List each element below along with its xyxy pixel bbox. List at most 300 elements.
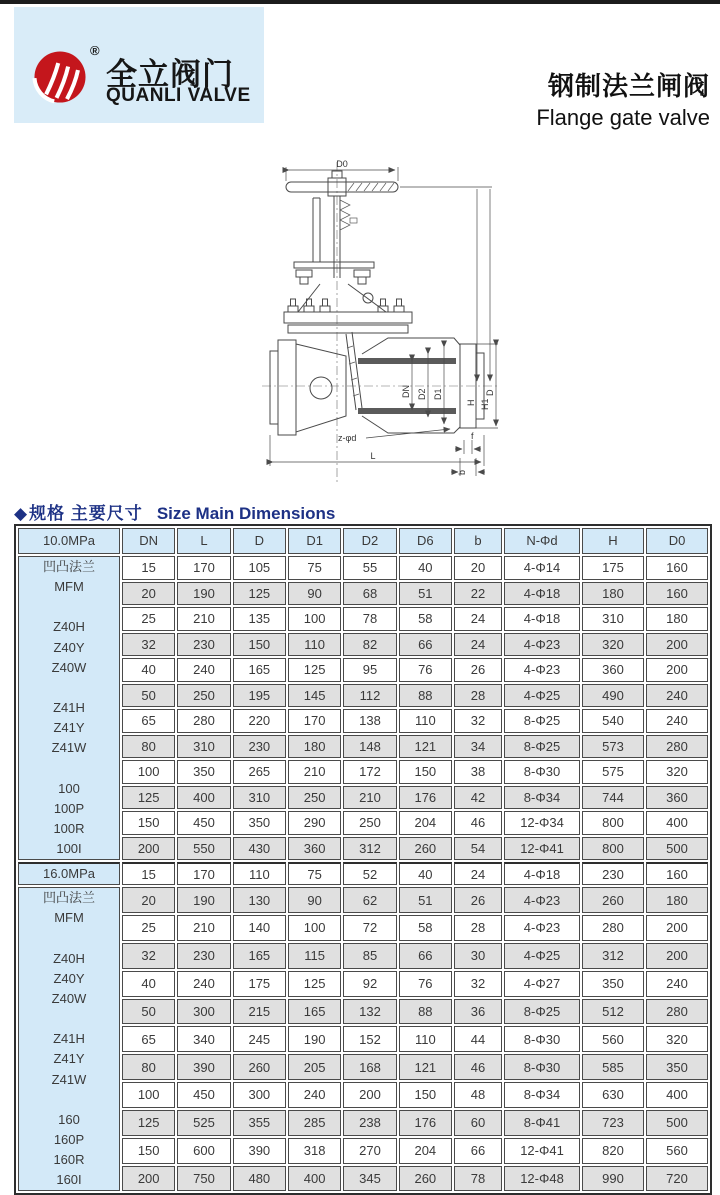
dim-cell: 22 [454,582,502,606]
dim-cell: 200 [122,837,175,861]
dim-cell: 240 [288,1082,341,1108]
table-header-row [18,528,708,554]
dim-cell: 125 [122,1110,175,1136]
dim-cell: 75 [288,862,341,885]
dim-cell: 285 [288,1110,341,1136]
dim-cell: 240 [177,971,230,997]
dim-cell: 12-Φ34 [504,811,580,835]
table-row [18,887,708,913]
dim-cell: 240 [646,684,708,708]
dim-cell: 105 [233,556,286,580]
dim-cell: 12-Φ48 [504,1166,580,1192]
column-header: b [454,528,502,554]
dim-cell: 12-Φ41 [504,837,580,861]
dim-cell: 204 [399,811,452,835]
dim-cell: 50 [122,999,175,1025]
dim-label-d2: D2 [417,388,427,400]
dim-cell: 138 [343,709,396,733]
dim-cell: 180 [646,887,708,913]
dim-cell: 58 [399,915,452,941]
dim-cell: 480 [233,1166,286,1192]
dim-cell: 125 [288,658,341,682]
diamond-marker-icon: ◆ [14,504,28,523]
dim-cell: 50 [122,684,175,708]
product-title-en: Flange gate valve [536,105,710,130]
column-header: D0 [646,528,708,554]
dim-cell: 4-Φ23 [504,658,580,682]
dim-cell: 290 [288,811,341,835]
column-header: L [177,528,230,554]
column-header: D [233,528,286,554]
dim-cell: 300 [177,999,230,1025]
dim-cell: 150 [122,811,175,835]
dim-cell: 66 [454,1138,502,1164]
dim-cell: 152 [343,1026,396,1052]
dim-cell: 78 [454,1166,502,1192]
dim-cell: 240 [177,658,230,682]
dim-cell: 350 [646,1054,708,1080]
dim-cell: 200 [646,658,708,682]
table-row [18,1110,708,1136]
dim-cell: 320 [646,760,708,784]
dim-cell: 8-Φ34 [504,1082,580,1108]
dim-cell: 40 [122,971,175,997]
dim-cell: 24 [454,633,502,657]
dim-cell: 24 [454,862,502,885]
dim-cell: 210 [177,607,230,631]
dim-cell: 195 [233,684,286,708]
dim-cell: 750 [177,1166,230,1192]
dim-cell: 280 [582,915,644,941]
dim-cell: 140 [233,915,286,941]
dim-cell: 525 [177,1110,230,1136]
dim-cell: 260 [582,887,644,913]
dim-cell: 28 [454,915,502,941]
table-row [18,607,708,631]
dim-label-h1: H1 [480,398,490,410]
top-border-bar [0,0,720,4]
bonnet-flange [284,299,412,333]
dim-cell: 280 [646,735,708,759]
dim-cell: 51 [399,887,452,913]
dim-cell: 450 [177,1082,230,1108]
dim-cell: 85 [343,943,396,969]
dim-cell: 76 [399,658,452,682]
dim-cell: 165 [233,943,286,969]
dim-label-d: D [485,389,495,396]
table-row [18,837,708,861]
dim-cell: 170 [177,862,230,885]
table-row [18,943,708,969]
dim-cell: 130 [233,887,286,913]
table-row [18,1026,708,1052]
dim-cell: 110 [399,709,452,733]
column-header: N-Φd [504,528,580,554]
dim-cell: 132 [343,999,396,1025]
dim-cell: 260 [399,1166,452,1192]
dim-cell: 65 [122,1026,175,1052]
dim-cell: 245 [233,1026,286,1052]
dim-label-d1: D1 [433,388,443,400]
dim-cell: 125 [122,786,175,810]
dim-cell: 4-Φ23 [504,633,580,657]
dim-cell: 430 [233,837,286,861]
dim-cell: 52 [343,862,396,885]
dim-cell: 200 [343,1082,396,1108]
dim-label-z-phi-d: z-φd [338,433,357,443]
dim-cell: 312 [582,943,644,969]
dim-cell: 280 [646,999,708,1025]
dim-cell: 310 [177,735,230,759]
dim-cell: 110 [399,1026,452,1052]
dim-cell: 4-Φ25 [504,943,580,969]
table-row [18,658,708,682]
section-title-en: Size Main Dimensions [156,504,336,523]
dim-cell: 512 [582,999,644,1025]
dim-cell: 100 [288,607,341,631]
dim-cell: 400 [646,811,708,835]
dim-cell: 490 [582,684,644,708]
dim-cell: 200 [646,915,708,941]
dim-cell: 390 [177,1054,230,1080]
dim-cell: 32 [122,633,175,657]
table-row [18,582,708,606]
dim-cell: 90 [288,887,341,913]
dim-cell: 121 [399,1054,452,1080]
table-row [18,556,708,580]
dim-cell: 80 [122,1054,175,1080]
column-header: D1 [288,528,341,554]
dim-cell: 220 [233,709,286,733]
dim-cell: 630 [582,1082,644,1108]
dim-cell: 175 [233,971,286,997]
dim-cell: 76 [399,971,452,997]
table-body [18,556,708,1191]
dim-cell: 820 [582,1138,644,1164]
dim-cell: 54 [454,837,502,861]
dim-cell: 40 [399,862,452,885]
dim-cell: 312 [343,837,396,861]
dim-cell: 180 [582,582,644,606]
column-header: H [582,528,644,554]
dim-cell: 585 [582,1054,644,1080]
dim-cell: 180 [646,607,708,631]
dim-cell: 340 [177,1026,230,1052]
dim-cell: 390 [233,1138,286,1164]
dim-cell: 92 [343,971,396,997]
dim-cell: 280 [177,709,230,733]
dim-cell: 230 [177,633,230,657]
dim-cell: 88 [399,684,452,708]
dim-cell: 8-Φ30 [504,1054,580,1080]
column-header: D2 [343,528,396,554]
table-row [18,1138,708,1164]
dim-cell: 8-Φ30 [504,1026,580,1052]
dim-cell: 200 [122,1166,175,1192]
dim-cell: 12-Φ41 [504,1138,580,1164]
table-row [18,999,708,1025]
dim-cell: 4-Φ18 [504,607,580,631]
dim-cell: 26 [454,658,502,682]
dim-cell: 125 [233,582,286,606]
dim-cell: 135 [233,607,286,631]
dim-cell: 32 [454,971,502,997]
dim-cell: 350 [177,760,230,784]
dim-cell: 20 [122,582,175,606]
dim-cell: 310 [233,786,286,810]
dim-cell: 65 [122,709,175,733]
dim-cell: 51 [399,582,452,606]
dim-label-l: L [370,451,376,461]
dim-cell: 44 [454,1026,502,1052]
dim-cell: 8-Φ25 [504,735,580,759]
dim-cell: 165 [288,999,341,1025]
dim-cell: 38 [454,760,502,784]
dim-cell: 75 [288,556,341,580]
dim-cell: 450 [177,811,230,835]
dim-cell: 78 [343,607,396,631]
dim-cell: 500 [646,1110,708,1136]
dim-cell: 150 [399,760,452,784]
dim-cell: 4-Φ25 [504,684,580,708]
column-header: DN [122,528,175,554]
dim-cell: 36 [454,999,502,1025]
brand-name-cn: 全立阀门 [106,57,234,92]
dim-cell: 25 [122,915,175,941]
dim-cell: 25 [122,607,175,631]
dim-cell: 8-Φ41 [504,1110,580,1136]
dim-cell: 190 [177,582,230,606]
dim-cell: 204 [399,1138,452,1164]
dim-cell: 800 [582,837,644,861]
model-group-label: 凹凸法兰 MFM Z40H Z40Y Z40W Z41H Z41Y Z41W 160 160P 160R 160I [18,887,120,1191]
dim-cell: 30 [454,943,502,969]
dim-cell: 170 [177,556,230,580]
section-title [14,499,335,524]
dim-cell: 230 [177,943,230,969]
dim-cell: 46 [454,811,502,835]
dim-cell: 58 [399,607,452,631]
dim-cell: 40 [122,658,175,682]
column-header: D6 [399,528,452,554]
table-row [18,1082,708,1108]
dim-cell: 4-Φ27 [504,971,580,997]
dim-cell: 550 [177,837,230,861]
dim-cell: 360 [646,786,708,810]
dim-cell: 42 [454,786,502,810]
dim-cell: 112 [343,684,396,708]
dim-cell: 540 [582,709,644,733]
dim-cell: 8-Φ34 [504,786,580,810]
dim-cell: 265 [233,760,286,784]
dim-cell: 8-Φ25 [504,999,580,1025]
table-row [18,786,708,810]
dim-cell: 560 [646,1138,708,1164]
dim-cell: 20 [454,556,502,580]
dim-cell: 215 [233,999,286,1025]
dim-cell: 176 [399,1110,452,1136]
dim-cell: 148 [343,735,396,759]
dim-cell: 62 [343,887,396,913]
model-group-label: 凹凸法兰 MFM Z40H Z40Y Z40W Z41H Z41Y Z41W 100 100P 100R 100I [18,556,120,860]
dim-cell: 15 [122,556,175,580]
dim-cell: 160 [646,862,708,885]
dim-label-d0: D0 [336,159,348,169]
dim-cell: 318 [288,1138,341,1164]
dim-cell: 121 [399,735,452,759]
dim-cell: 4-Φ18 [504,582,580,606]
dim-cell: 320 [646,1026,708,1052]
dim-cell: 250 [177,684,230,708]
handwheel [286,171,398,196]
dim-cell: 180 [288,735,341,759]
dim-cell: 240 [646,971,708,997]
brand-logo-box [14,7,264,123]
dim-cell: 230 [582,862,644,885]
dim-cell: 4-Φ23 [504,887,580,913]
dim-cell: 200 [646,943,708,969]
dim-cell: 160 [646,556,708,580]
dim-cell: 723 [582,1110,644,1136]
dim-cell: 172 [343,760,396,784]
dim-label-b: b [457,469,467,475]
valve-technical-drawing [228,148,518,493]
dim-cell: 60 [454,1110,502,1136]
dim-cell: 82 [343,633,396,657]
dim-cell: 26 [454,887,502,913]
dim-cell: 100 [122,1082,175,1108]
dim-cell: 8-Φ25 [504,709,580,733]
dim-cell: 210 [177,915,230,941]
dim-cell: 500 [646,837,708,861]
dim-cell: 190 [288,1026,341,1052]
dim-cell: 190 [177,887,230,913]
dim-label-dn: DN [401,385,411,398]
dim-cell: 28 [454,684,502,708]
dim-cell: 20 [122,887,175,913]
table-row [18,1054,708,1080]
dim-cell: 150 [399,1082,452,1108]
dim-cell: 355 [233,1110,286,1136]
dim-cell: 270 [343,1138,396,1164]
dim-cell: 15 [122,862,175,885]
dim-cell: 990 [582,1166,644,1192]
dimensions-table [14,524,712,1195]
dim-label-h: H [466,399,476,406]
table-row [18,735,708,759]
dim-cell: 238 [343,1110,396,1136]
dim-cell: 175 [582,556,644,580]
dim-cell: 400 [288,1166,341,1192]
pressure-class-cell: 16.0MPa [18,862,120,885]
quanli-swirl-logo-icon [31,48,89,106]
brand-name-en: QUANLI VALVE [106,85,251,106]
dim-cell: 72 [343,915,396,941]
dim-cell: 165 [233,658,286,682]
dim-cell: 145 [288,684,341,708]
dim-cell: 210 [288,760,341,784]
dim-cell: 200 [646,633,708,657]
dim-cell: 560 [582,1026,644,1052]
table-row [18,862,708,885]
dim-cell: 575 [582,760,644,784]
dim-cell: 88 [399,999,452,1025]
table-row [18,633,708,657]
dim-cell: 350 [582,971,644,997]
dim-cell: 32 [122,943,175,969]
dim-cell: 100 [122,760,175,784]
section-title-cn: 规格 主要尺寸 [29,504,143,523]
table-row [18,709,708,733]
dim-cell: 8-Φ30 [504,760,580,784]
dim-cell: 744 [582,786,644,810]
dim-cell: 360 [288,837,341,861]
registered-trademark: ® [90,43,100,58]
dim-cell: 110 [233,862,286,885]
dim-cell: 46 [454,1054,502,1080]
dim-cell: 48 [454,1082,502,1108]
dim-cell: 205 [288,1054,341,1080]
product-title [536,66,710,131]
dim-cell: 400 [646,1082,708,1108]
dim-cell: 310 [582,607,644,631]
dim-cell: 260 [233,1054,286,1080]
dim-cell: 300 [233,1082,286,1108]
dim-cell: 95 [343,658,396,682]
dim-cell: 350 [233,811,286,835]
dim-cell: 230 [233,735,286,759]
dim-cell: 573 [582,735,644,759]
dim-cell: 24 [454,607,502,631]
dim-cell: 68 [343,582,396,606]
dim-cell: 90 [288,582,341,606]
dim-cell: 250 [288,786,341,810]
dim-cell: 55 [343,556,396,580]
table-row [18,971,708,997]
dim-cell: 320 [582,633,644,657]
dim-cell: 168 [343,1054,396,1080]
dim-cell: 210 [343,786,396,810]
stem-and-yoke [294,196,386,312]
dim-cell: 720 [646,1166,708,1192]
dim-cell: 160 [646,582,708,606]
dim-cell: 34 [454,735,502,759]
dim-cell: 800 [582,811,644,835]
table-row [18,915,708,941]
table-row [18,684,708,708]
dim-cell: 66 [399,943,452,969]
dim-cell: 260 [399,837,452,861]
dim-cell: 125 [288,971,341,997]
dim-cell: 360 [582,658,644,682]
table-row [18,760,708,784]
valve-body [270,332,484,435]
dim-cell: 40 [399,556,452,580]
dim-cell: 250 [343,811,396,835]
dim-cell: 150 [233,633,286,657]
dim-cell: 150 [122,1138,175,1164]
dim-cell: 32 [454,709,502,733]
dim-label-f: f [471,431,474,441]
dim-cell: 115 [288,943,341,969]
dim-cell: 176 [399,786,452,810]
dim-cell: 4-Φ14 [504,556,580,580]
dim-cell: 110 [288,633,341,657]
dim-cell: 400 [177,786,230,810]
table-row [18,811,708,835]
pressure-class-header: 10.0MPa [18,528,120,554]
dim-cell: 240 [646,709,708,733]
